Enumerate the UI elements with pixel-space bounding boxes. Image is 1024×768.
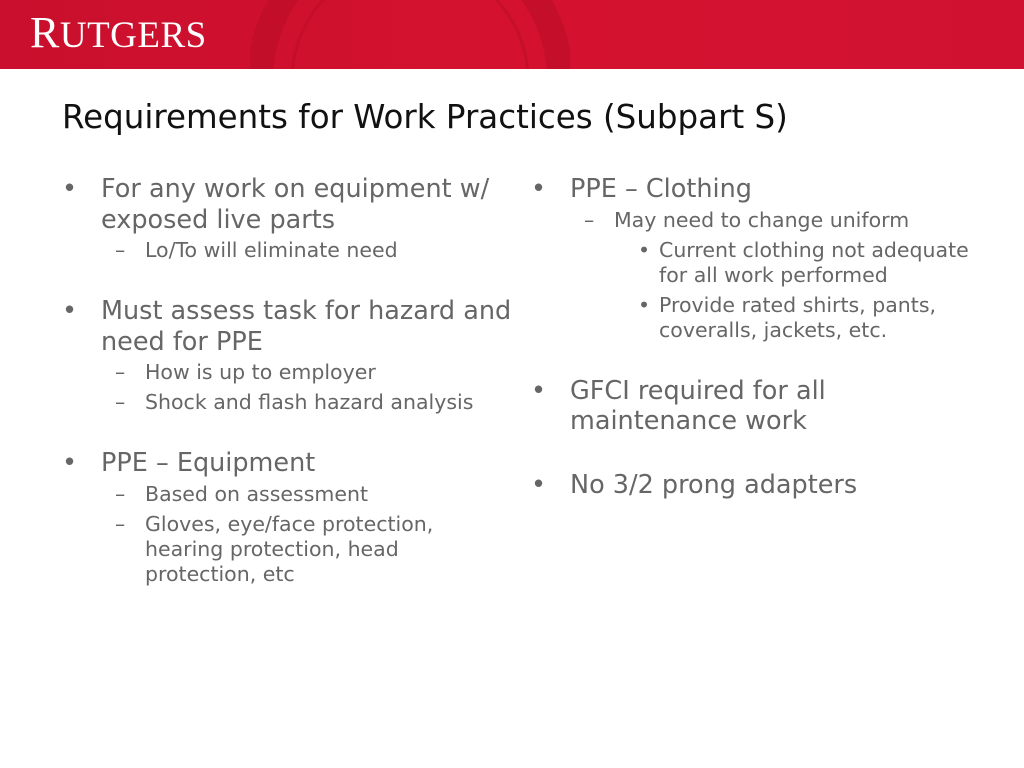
bullet-item [62, 448, 512, 587]
sub-sub-bullet-text: Provide rated shirts, pants, coveralls, jackets, etc. [659, 292, 937, 342]
sub-bullet-item [101, 360, 512, 385]
bullet-text: Must assess task for hazard and need for PPE [101, 296, 512, 357]
sub-bullet-text: Shock and flash hazard analysis [145, 390, 474, 414]
slide-title: Requirements for Work Practices (Subpart S) [62, 98, 788, 136]
bullet-item [531, 174, 971, 343]
sub-bullet-item [101, 390, 512, 415]
right-column [531, 174, 971, 533]
sub-bullet-text: How is up to employer [145, 360, 376, 384]
sub-bullet-item [101, 482, 512, 507]
bullet-text: PPE – Equipment [101, 448, 316, 478]
sub-sub-bullet-item [570, 293, 971, 343]
header-banner [0, 0, 1024, 69]
sub-bullet-text: Gloves, eye/face protection, hearing protection, head protection, etc [145, 511, 434, 586]
bullet-item [62, 174, 512, 263]
left-column [62, 174, 512, 620]
bullet-text: For any work on equipment w/ exposed live parts [101, 174, 490, 235]
sub-bullet-item [101, 512, 512, 587]
bullet-text: GFCI required for all maintenance work [570, 375, 826, 436]
bullet-text: PPE – Clothing [570, 174, 752, 204]
rutgers-logo[interactable]: RUTGERS [30, 8, 207, 57]
bullet-item [531, 470, 971, 501]
bullet-text: No 3/2 prong adapters [570, 469, 858, 500]
sub-bullet-item [101, 238, 512, 263]
bullet-item [62, 296, 512, 415]
sub-bullet-item [570, 208, 971, 343]
sub-bullet-text: May need to change uniform [614, 207, 910, 232]
sub-bullet-text: Lo/To will eliminate need [145, 238, 398, 262]
bullet-item [531, 376, 971, 437]
university-seal-watermark [250, 0, 570, 69]
sub-sub-bullet-text: Current clothing not adequate for all work performed [659, 237, 969, 287]
sub-bullet-text: Based on assessment [145, 481, 369, 506]
sub-sub-bullet-item [570, 238, 971, 288]
